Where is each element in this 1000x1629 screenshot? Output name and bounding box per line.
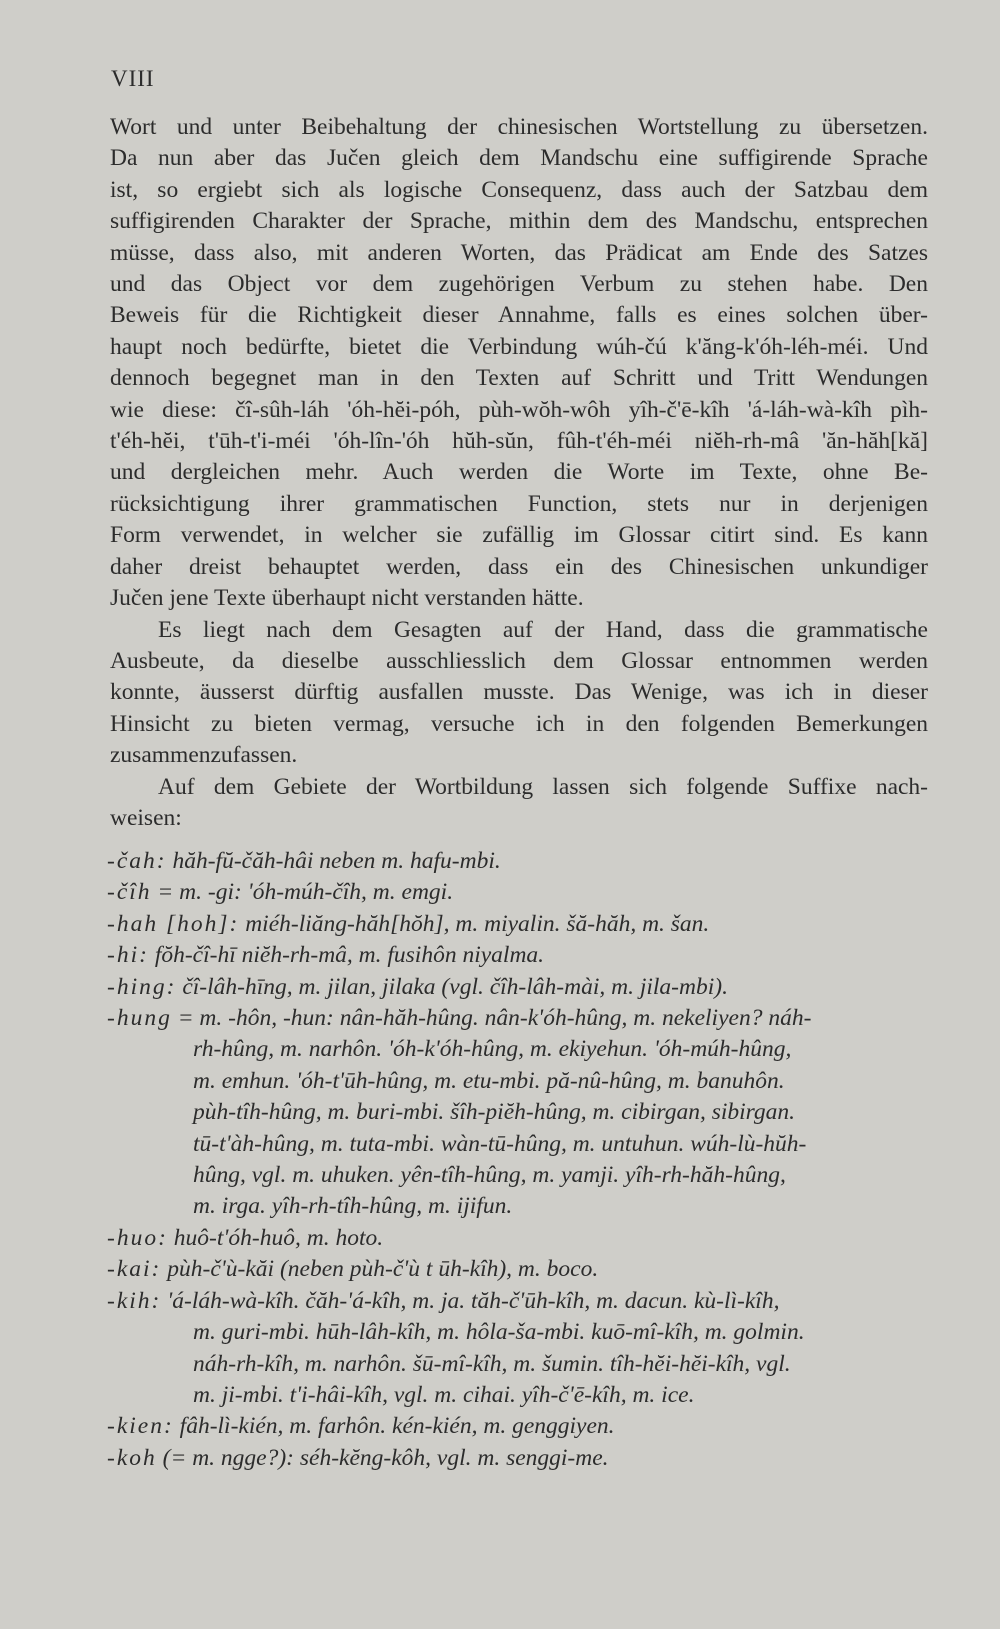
text-line: ist, so ergiebt sich als logische Consequenz, dass auch der Satzbau dem <box>110 176 928 203</box>
suffix-entry <box>107 940 929 971</box>
suffix-example: fŏh-čî-hī niĕh-rh-mâ, m. fusihôn niyalma. <box>154 942 545 969</box>
suffix-entry <box>107 1223 929 1254</box>
suffix-example: rh-hûng, m. narhôn. 'óh-k'óh-hûng, m. ekiyehun. 'óh-múh-hûng, <box>193 1036 792 1063</box>
text-line: Ausbeute, da dieselbe ausschliesslich dem Glossar entnommen werden <box>110 647 928 674</box>
suffix-example: pùh-tîh-hûng, m. buri-mbi. šîh-piĕh-hûng, m. cibirgan, sibirgan. <box>193 1099 796 1126</box>
suffix-entry <box>107 846 929 877</box>
page-number: VIII <box>111 66 155 91</box>
suffix-example: m. emhun. 'óh-t'ūh-hûng, m. etu-mbi. pă-nû-hûng, m. banuhôn. <box>193 1067 785 1094</box>
suffix-example: m. irga. yîh-rh-tîh-hûng, m. ijifun. <box>193 1193 513 1220</box>
text-line: wie diese: čî-sûh-láh 'óh-hĕi-póh, pùh-wŏh-wôh yîh-č'ē-kîh 'á-láh-wà-kîh pìh- <box>110 396 928 423</box>
suffix-label: -kai: <box>107 1256 162 1283</box>
text-line: Form verwendet, in welcher sie zufällig im Glossar citirt sind. Es kann <box>110 522 928 549</box>
text-line: Auf dem Gebiete der Wortbildung lassen sich folgende Suffixe nach- <box>158 773 928 800</box>
suffix-entry <box>107 972 929 1003</box>
suffix-label: -hung <box>107 1005 172 1032</box>
suffix-entry <box>107 909 929 940</box>
text-line: Es liegt nach dem Gesagten auf der Hand, dass die grammatische <box>158 616 928 643</box>
suffix-example: hăh-fŭ-čăh-hâi neben m. hafu-mbi. <box>172 848 501 874</box>
paragraph-2 <box>110 615 928 772</box>
suffix-example: pùh-č'ù-kăi (neben pùh-č'ù t ūh-kîh), m. boco. <box>167 1256 599 1283</box>
suffix-entry <box>107 1443 929 1474</box>
text-line: haupt noch bedürfte, bietet die Verbindung wúh-čú k'ăng-k'óh-léh-méi. Und <box>110 333 928 360</box>
suffix-entry <box>107 1411 929 1442</box>
suffix-example: čî-lâh-hīng, m. jilan, jilaka (vgl. čîh-lâh-mài, m. jila-mbi). <box>182 973 728 1000</box>
suffix-example: huô-t'óh-huô, m. hoto. <box>173 1224 384 1251</box>
text-line: zusammenzufassen. <box>110 742 298 769</box>
text-line: Jučen jene Texte überhaupt nicht verstanden hätte. <box>110 585 584 612</box>
suffix-label: -čah: <box>107 848 167 874</box>
suffix-example: fâh-lì-kién, m. farhôn. kén-kién, m. genggiyen. <box>179 1413 615 1440</box>
text-line: dennoch begegnet man in den Texten auf Schritt und Tritt Wendungen <box>110 365 928 392</box>
suffix-label: -hi: <box>107 942 149 969</box>
body-text <box>110 112 928 834</box>
paragraph-3 <box>110 772 928 835</box>
suffix-example: náh-rh-kîh, m. narhôn. šū-mî-kîh, m. šumin. tîh-hĕi-hĕi-kîh, vgl. <box>193 1350 791 1377</box>
suffix-entry <box>107 1003 929 1223</box>
suffix-entry <box>107 1286 929 1412</box>
text-line: t'éh-hĕi, t'ūh-t'i-méi 'óh-lîn-'óh hŭh-sŭn, fûh-t'éh-méi niĕh-rh-mâ 'ăn-hăh[kă] <box>110 428 928 455</box>
suffix-label: -huo: <box>107 1224 168 1251</box>
suffix-example: hûng, vgl. m. uhuken. yên-tîh-hûng, m. yamji. yîh-rh-hăh-hûng, <box>193 1162 786 1189</box>
text-line: suffigirenden Charakter der Sprache, mithin dem des Mandschu, entsprechen <box>110 208 928 235</box>
suffix-entry <box>107 1254 929 1285</box>
suffix-entry <box>107 877 929 908</box>
suffix-example: = m. -gi: 'óh-múh-čîh, m. emgi. <box>157 879 454 906</box>
text-line: und dergleichen mehr. Auch werden die Worte im Texte, ohne Be- <box>110 459 928 486</box>
text-line: rücksichtigung ihrer grammatischen Function, stets nur in derjenigen <box>110 490 928 517</box>
suffix-label: -hah [hoh]: <box>107 910 240 937</box>
paragraph-1 <box>110 112 928 615</box>
suffix-label: -kih: <box>107 1287 162 1314</box>
suffix-label: -hing: <box>107 973 177 1000</box>
suffix-example: = m. -hôn, -hun: nân-hăh-hûng. nân-k'óh-hûng, m. nekeliyen? náh- <box>177 1005 812 1032</box>
text-line: weisen: <box>110 804 182 831</box>
suffix-example: 'á-láh-wà-kîh. čăh-'á-kîh, m. ja. tăh-č'ūh-kîh, m. dacun. kù-lì-kîh, <box>167 1287 780 1314</box>
text-line: daher dreist behauptet werden, dass ein des Chinesischen unkundiger <box>110 553 928 580</box>
suffix-example: m. ji-mbi. t'i-hâi-kîh, vgl. m. cihai. yîh-č'ē-kîh, m. ice. <box>193 1381 695 1408</box>
suffix-example: (= m. ngge?): séh-kĕng-kôh, vgl. m. senggi-me. <box>162 1444 609 1471</box>
suffix-example: miéh-liăng-hăh[hŏh], m. miyalin. šă-hăh, m. šan. <box>245 910 710 937</box>
suffix-example: m. guri-mbi. hūh-lâh-kîh, m. hôla-ša-mbi. kuō-mî-kîh, m. golmin. <box>193 1319 805 1346</box>
text-line: Beweis für die Richtigkeit dieser Annahme, falls es eines solchen über- <box>110 302 928 329</box>
text-line: konnte, äusserst dürftig ausfallen musste. Das Wenige, was ich in dieser <box>110 679 928 706</box>
text-line: müsse, dass also, mit anderen Worten, das Prädicat am Ende des Satzes <box>110 239 928 266</box>
suffix-label: -čîh <box>107 879 152 906</box>
text-line: Wort und unter Beibehaltung der chinesischen Wortstellung zu übersetzen. <box>110 114 928 140</box>
suffix-example: tū-t'àh-hûng, m. tuta-mbi. wàn-tū-hûng, m. untuhun. wúh-lù-hŭh- <box>193 1130 807 1157</box>
text-line: und das Object vor dem zugehörigen Verbum zu stehen habe. Den <box>110 271 928 298</box>
text-line: Hinsicht zu bieten vermag, versuche ich in den folgenden Bemerkungen <box>110 710 928 737</box>
text-line: Da nun aber das Jučen gleich dem Mandschu eine suffigirende Sprache <box>110 145 928 172</box>
suffix-list <box>107 846 929 1474</box>
suffix-label: -koh <box>107 1444 157 1471</box>
suffix-label: -kien: <box>107 1413 174 1440</box>
